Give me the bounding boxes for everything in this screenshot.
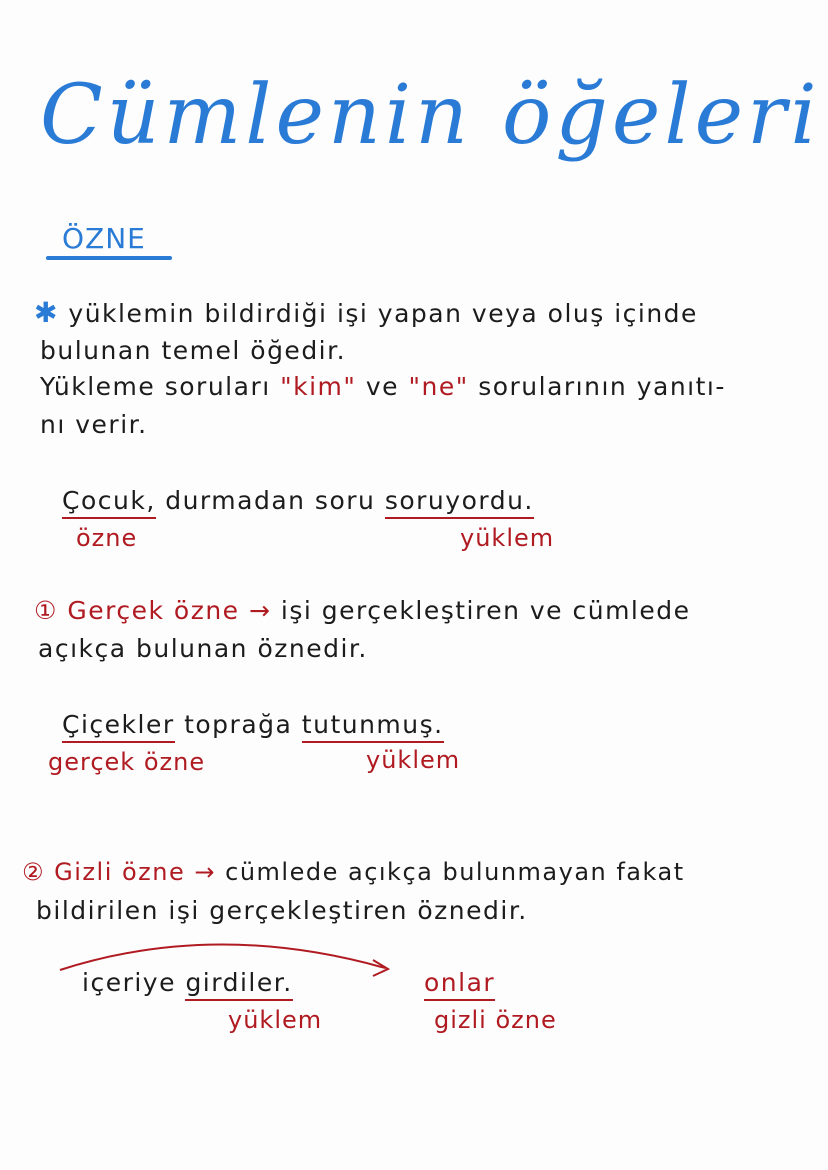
- section-1-text-1: işi gerçekleştiren ve cümlede: [280, 596, 691, 625]
- example-2-middle: toprağa: [184, 710, 293, 739]
- example-2-verb: tutunmuş.: [302, 710, 444, 743]
- example-1-verb-label: yüklem: [460, 524, 555, 552]
- section-2-term: Gizli özne: [54, 858, 186, 886]
- example-3-verb: girdiler.: [185, 968, 292, 1001]
- definition-text-ve: ve: [365, 372, 400, 401]
- page-title: Cümlenin öğeleri: [40, 68, 821, 163]
- section-2-line-1: [22, 858, 685, 886]
- example-3-sentence: [82, 968, 293, 997]
- definition-line-3: [40, 372, 726, 401]
- section-2-line-2: bildirilen işi gerçekleştiren öznedir.: [36, 896, 528, 925]
- ne-keyword: "ne": [408, 372, 469, 401]
- example-1-verb: soruyordu.: [385, 486, 534, 519]
- example-3-word: içeriye: [82, 968, 176, 997]
- arrow-right-icon: →: [249, 596, 272, 625]
- definition-text-1: yüklemin bildirdiği işi yapan veya oluş içinde: [68, 299, 698, 328]
- section-1-line-1: [34, 596, 691, 625]
- definition-line-1: [34, 296, 698, 329]
- example-1-middle: durmadan soru: [165, 486, 376, 515]
- definition-text-3b: sorularının yanıtı-: [478, 372, 726, 401]
- heading-underline: [46, 256, 172, 260]
- section-heading: ÖZNE: [62, 222, 146, 255]
- definition-text-3a: Yükleme soruları: [40, 372, 271, 401]
- star-icon: ✱: [34, 296, 59, 329]
- section-1-line-2: açıkça bulunan öznedir.: [38, 634, 368, 663]
- section-1-number: ①: [34, 596, 58, 625]
- example-2-subject: Çiçekler: [62, 710, 175, 743]
- section-1-term: Gerçek özne: [67, 596, 240, 625]
- section-2-text-1: cümlede açıkça bulunmayan fakat: [225, 858, 685, 886]
- example-3-hidden-label: gizli özne: [434, 1006, 557, 1034]
- example-1-sentence: [62, 486, 534, 515]
- section-2-number: ②: [22, 858, 46, 886]
- definition-line-4: nı verir.: [40, 410, 148, 439]
- definition-line-2: bulunan temel öğedir.: [40, 336, 347, 365]
- example-1-subject-label: özne: [76, 524, 138, 552]
- arrow-right-icon: →: [194, 858, 216, 886]
- hidden-subject-word: onlar: [424, 968, 495, 1001]
- example-1-subject: Çocuk,: [62, 486, 156, 519]
- example-2-subject-label: gerçek özne: [48, 748, 206, 776]
- example-2-verb-label: yüklem: [366, 746, 461, 774]
- example-3-verb-label: yüklem: [228, 1006, 323, 1034]
- example-2-sentence: [62, 710, 444, 739]
- example-3-hidden-subject: [424, 968, 495, 997]
- kim-keyword: "kim": [280, 372, 357, 401]
